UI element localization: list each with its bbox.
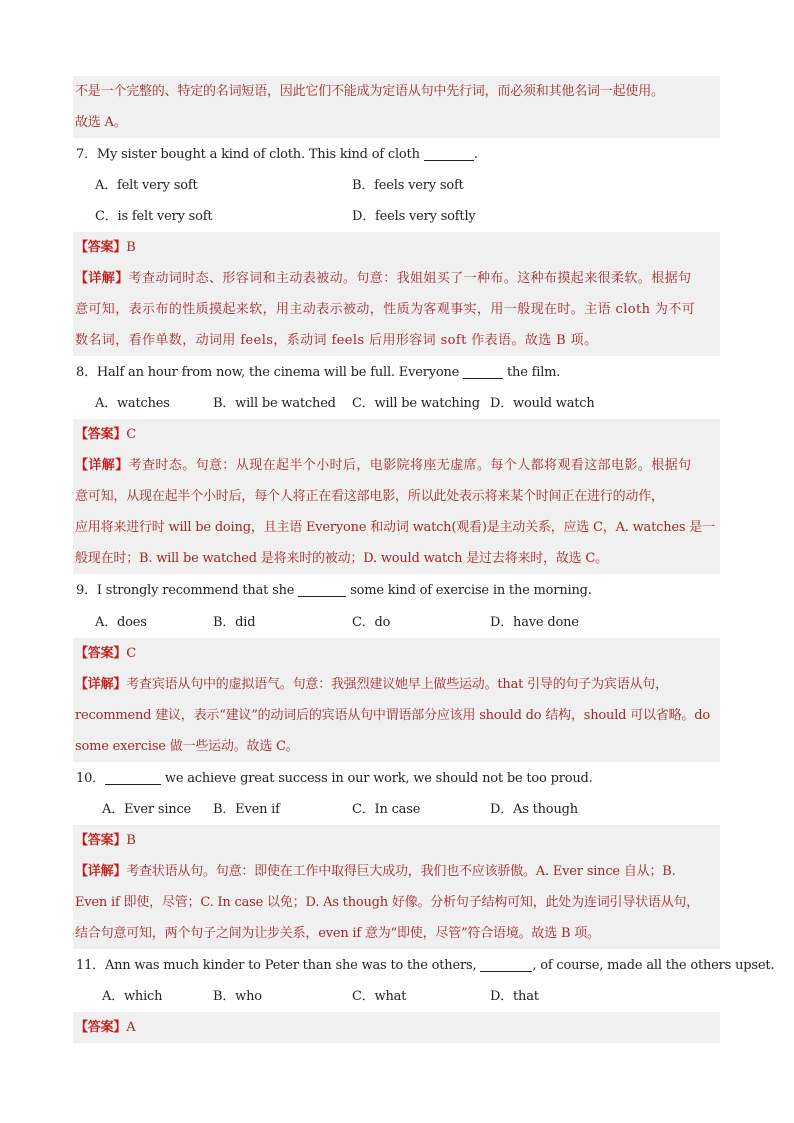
explanation-line: 【详解】考查宾语从句中的虚拟语气。句意：我强烈建议她早上做些运动。that 引导的句子为宾语从句， bbox=[75, 677, 668, 692]
explanation-line: 应用将来进行时 will be doing，且主语 Everyone 和动词 watch(观看)是主动关系，应选 C，A. watches 是一 bbox=[75, 520, 715, 535]
question-text: , of course, made all the others upset. bbox=[532, 958, 775, 973]
answer-value: B bbox=[126, 240, 136, 255]
option-d: D．that bbox=[490, 989, 539, 1004]
q6-explanation-block bbox=[73, 76, 720, 138]
option-d: D．feels very softly bbox=[352, 209, 476, 224]
question-9-stem bbox=[76, 575, 592, 606]
question-text: 7．My sister bought a kind of cloth. This kind of cloth bbox=[76, 147, 420, 162]
detail-tag: 【详解】 bbox=[75, 271, 129, 286]
detail-tag: 【详解】 bbox=[75, 677, 127, 692]
answer-blank bbox=[463, 364, 503, 379]
option-c: C．what bbox=[352, 989, 407, 1004]
answer-line bbox=[75, 232, 718, 263]
question-text: we achieve great success in our work, we should not be too proud. bbox=[164, 771, 593, 786]
option-b: B．feels very soft bbox=[352, 178, 464, 193]
question-text: 9．I strongly recommend that she bbox=[76, 583, 295, 598]
option-d: D．would watch bbox=[490, 396, 595, 411]
answer-value: B bbox=[126, 833, 136, 848]
question-8-stem bbox=[76, 357, 560, 388]
answer-blank bbox=[480, 957, 532, 972]
answer-tag: 【答案】 bbox=[75, 833, 127, 848]
detail-tag: 【详解】 bbox=[75, 864, 127, 879]
option-b: B．who bbox=[213, 989, 262, 1004]
explanation-line: 结合句意可知，两个句子之间为让步关系，even if 意为“即使，尽管”符合语境。故选 B 项。 bbox=[75, 926, 600, 941]
option-a: A．watches bbox=[95, 396, 170, 411]
option-b: B．Even if bbox=[213, 802, 280, 817]
question-7-stem bbox=[76, 139, 478, 170]
option-c: C．In case bbox=[352, 802, 421, 817]
option-a: A．felt very soft bbox=[95, 178, 198, 193]
answer-value: C bbox=[126, 646, 136, 661]
explanation-line: recommend 建议，表示“建议”的动词后的宾语从句中谓语部分应该用 should do 结构，should 可以省略。do bbox=[75, 708, 710, 723]
question-text: 11．Ann was much kinder to Peter than she was to the others, bbox=[76, 958, 477, 973]
option-a: A．does bbox=[95, 615, 147, 630]
answer-blank bbox=[298, 582, 346, 597]
explanation-line: 意可知，从现在起半个小时后，每个人将正在看这部电影，所以此处表示将来某个时间正在进行的动作， bbox=[75, 489, 664, 504]
option-d: D．As though bbox=[490, 802, 578, 817]
explanation-line: 故选 A。 bbox=[75, 115, 127, 130]
q10-answer-block bbox=[73, 825, 720, 949]
option-a: A．Ever since bbox=[102, 802, 192, 817]
answer-tag: 【答案】 bbox=[75, 1020, 127, 1035]
question-text: the film. bbox=[507, 365, 561, 380]
option-c: C．will be watching bbox=[352, 396, 480, 411]
option-a: A．which bbox=[102, 989, 163, 1004]
answer-tag: 【答案】 bbox=[75, 427, 127, 442]
answer-tag: 【答案】 bbox=[75, 646, 127, 661]
answer-value: A bbox=[126, 1020, 136, 1035]
answer-line bbox=[75, 638, 718, 669]
question-11-stem bbox=[76, 950, 774, 981]
option-c: C．is felt very soft bbox=[95, 209, 213, 224]
answer-line bbox=[75, 1012, 718, 1043]
q11-answer-block bbox=[73, 1012, 720, 1043]
question-text: 8．Half an hour from now, the cinema will be full. Everyone bbox=[76, 365, 460, 380]
explanation-line: 般现在时；B. will be watched 是将来时的被动；D. would watch 是过去将来时，故选 C。 bbox=[75, 551, 608, 566]
explanation-line: 数名词，看作单数，动词用 feels，系动词 feels 后用形容词 soft 作表语。故选 B 项。 bbox=[75, 333, 598, 348]
detail-tag: 【详解】 bbox=[75, 458, 129, 473]
option-d: D．have done bbox=[490, 615, 579, 630]
q8-answer-block bbox=[73, 419, 720, 574]
option-b: B．will be watched bbox=[213, 396, 336, 411]
explanation-line: 【详解】考查动词时态、形容词和主动表被动。句意：我姐姐买了一种布。这种布摸起来很柔软。根据句 bbox=[75, 271, 692, 286]
q7-answer-block bbox=[73, 232, 720, 356]
answer-line bbox=[75, 419, 718, 450]
q9-answer-block bbox=[73, 638, 720, 762]
explanation-line: Even if 即使，尽管；C. In case 以免；D. As though 好像。分析句子结构可知，此处为连词引导状语从句， bbox=[75, 895, 700, 910]
explanation-line: some exercise 做一些运动。故选 C。 bbox=[75, 739, 299, 754]
answer-value: C bbox=[126, 427, 136, 442]
answer-tag: 【答案】 bbox=[75, 240, 127, 255]
explanation-line: 不是一个完整的、特定的名词短语，因此它们不能成为定语从句中先行词，而必须和其他名词一起使用。 bbox=[75, 84, 664, 99]
explanation-line: 【详解】考查状语从句。句意：即使在工作中取得巨大成功，我们也不应该骄傲。A. Ever since 自从；B. bbox=[75, 864, 676, 879]
answer-blank bbox=[424, 146, 474, 161]
question-text: some kind of exercise in the morning. bbox=[350, 583, 592, 598]
question-text: 10． bbox=[76, 771, 105, 786]
option-c: C．do bbox=[352, 615, 391, 630]
answer-blank bbox=[105, 770, 161, 785]
explanation-line: 【详解】考查时态。句意：从现在起半个小时后，电影院将座无虚席。每个人都将观看这部电影。根据句 bbox=[75, 458, 692, 473]
question-text: . bbox=[473, 147, 478, 162]
explanation-line: 意可知，表示布的性质摸起来软，用主动表示被动，性质为客观事实，用一般现在时。主语 cloth 为不可 bbox=[75, 302, 696, 317]
answer-line bbox=[75, 825, 718, 856]
option-b: B．did bbox=[213, 615, 256, 630]
question-10-stem bbox=[76, 763, 593, 794]
